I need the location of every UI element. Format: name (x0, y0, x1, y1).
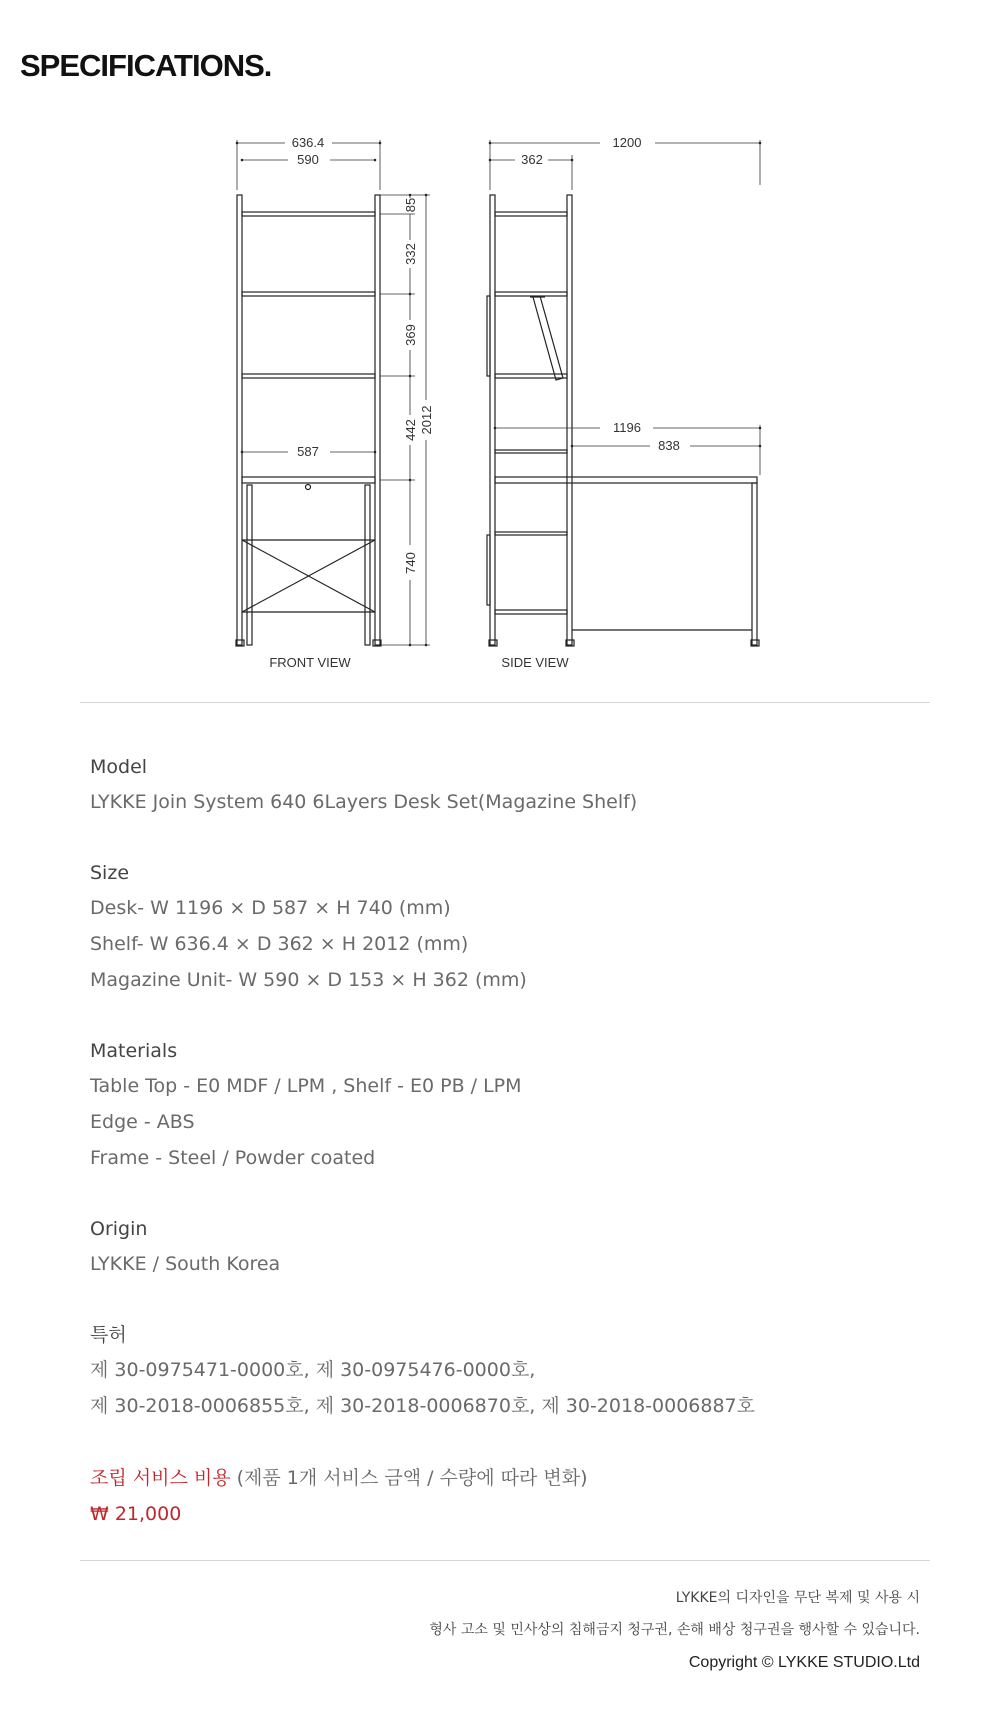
spec-line: Desk- W 1196 × D 587 × H 740 (mm) (90, 897, 451, 919)
dim-369: 369 (403, 324, 418, 346)
footer-notice-2: 형사 고소 및 민사상의 침해금지 청구권, 손해 배상 청구권을 행사할 수 있습니다. (429, 1622, 920, 1638)
desk-right-leg (752, 483, 757, 645)
dim-590: 590 (297, 152, 319, 167)
assembly-label: 조립 서비스 비용 (90, 1467, 231, 1489)
spec-line: Frame - Steel / Powder coated (90, 1147, 376, 1169)
front-shelf-3 (242, 374, 375, 378)
dim-332: 332 (403, 243, 418, 265)
side-left-post (490, 195, 495, 645)
assembly-note: (제품 1개 서비스 금액 / 수량에 따라 변화) (230, 1467, 588, 1489)
front-shelf-2 (242, 292, 375, 296)
spec-line: 제 30-2018-0006855호, 제 30-2018-0006870호, 제 30-2018-0006887호 (90, 1395, 755, 1417)
footer (429, 1582, 920, 1680)
dim-362: 362 (521, 152, 543, 167)
spec-line: Shelf- W 636.4 × D 362 × H 2012 (mm) (90, 933, 469, 955)
front-shelf-1 (242, 212, 375, 216)
spec-assembly (90, 1460, 910, 1532)
side-view-label: SIDE VIEW (501, 655, 569, 670)
assembly-price: ₩ 21,000 (90, 1503, 182, 1525)
spec-line: Magazine Unit- W 590 × D 153 × H 362 (mm) (90, 969, 527, 991)
spec-heading: 특허 (90, 1324, 127, 1346)
spec-origin (90, 1212, 910, 1282)
dim-2012: 2012 (419, 405, 434, 435)
dim-838: 838 (658, 438, 680, 453)
footer-notice-1: LYKKE의 디자인을 무단 복제 및 사용 시 (675, 1590, 920, 1606)
spec-heading: Materials (90, 1040, 178, 1062)
spec-model (90, 750, 910, 820)
spec-line: LYKKE Join System 640 6Layers Desk Set(Magazine Shelf) (90, 791, 638, 813)
spec-materials (90, 1034, 910, 1176)
front-view (236, 195, 381, 646)
spec-patent (90, 1318, 910, 1424)
front-view-label: FRONT VIEW (269, 655, 351, 670)
side-right-post (567, 195, 572, 645)
spec-heading: Model (90, 756, 148, 778)
front-desk-top (242, 477, 375, 483)
spec-heading: Origin (90, 1218, 148, 1240)
spec-line: Table Top - E0 MDF / LPM , Shelf - E0 PB / LPM (90, 1075, 522, 1097)
dim-1200: 1200 (612, 135, 642, 150)
divider-bottom (80, 1560, 930, 1561)
dim-587: 587 (297, 444, 319, 459)
dim-1196: 1196 (613, 420, 641, 435)
divider-top (80, 702, 930, 703)
spec-list (90, 750, 910, 1568)
side-desk-top (495, 477, 757, 483)
dim-442: 442 (403, 419, 418, 441)
dimension-drawing (0, 0, 1000, 700)
page-title: SPECIFICATIONS. (20, 48, 272, 83)
dim-740: 740 (403, 552, 418, 574)
spec-line: LYKKE / South Korea (90, 1253, 281, 1275)
spec-heading: Size (90, 862, 130, 884)
spec-line: Edge - ABS (90, 1111, 195, 1133)
front-right-post (375, 195, 380, 645)
spec-line: 제 30-0975471-0000호, 제 30-0975476-0000호, (90, 1359, 536, 1381)
copyright: Copyright © LYKKE STUDIO.Ltd (688, 1654, 920, 1671)
dim-85: 85 (403, 197, 418, 213)
assembly-row (90, 1460, 910, 1496)
front-left-post (237, 195, 242, 645)
spec-size (90, 856, 910, 998)
dim-636-4: 636.4 (291, 135, 325, 150)
magazine-flap (533, 296, 563, 380)
